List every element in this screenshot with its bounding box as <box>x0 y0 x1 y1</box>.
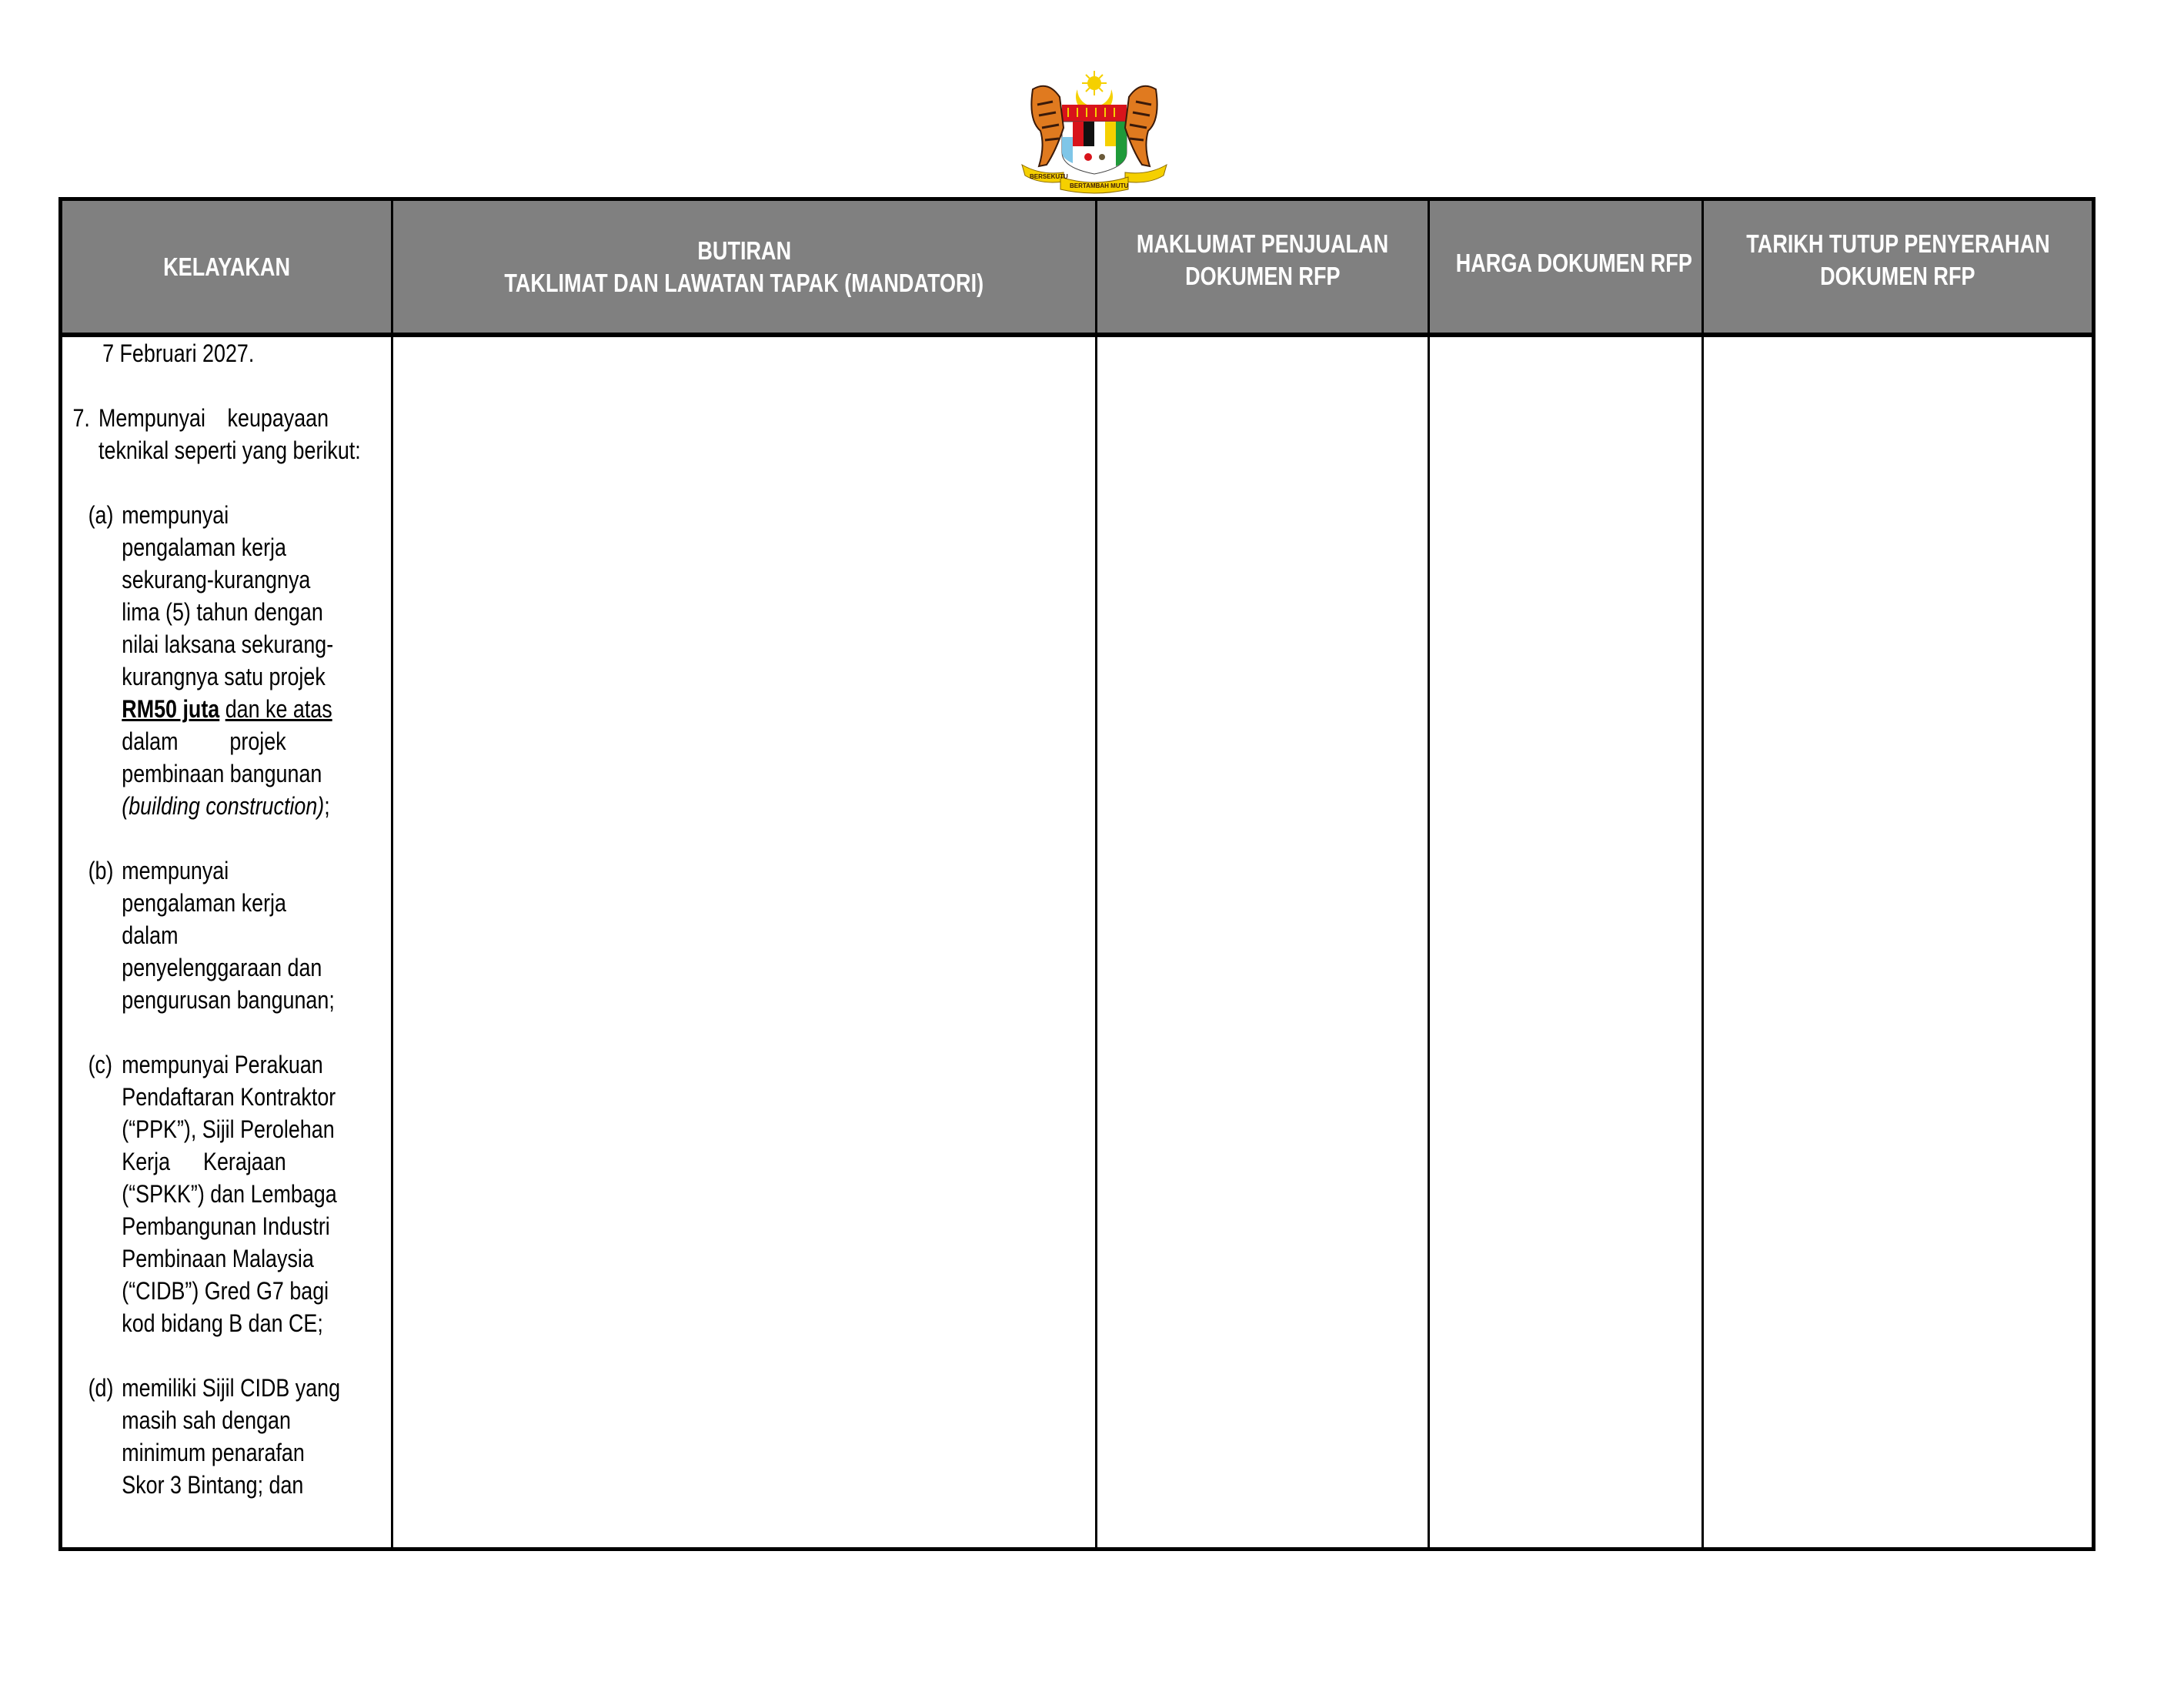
header-tarikh-tutup: TARIKH TUTUP PENYERAHAN DOKUMEN RFP <box>1703 199 2094 336</box>
cell-maklumat-penjualan <box>1097 335 1429 1550</box>
requirement-7b: (b) mempunyai pengalaman kerja dalam penyelenggaraan dan pengurusan bangunan; <box>62 854 334 1016</box>
cell-kelayakan <box>61 335 392 1550</box>
svg-text:BERTAMBAH MUTU: BERTAMBAH MUTU <box>1070 182 1129 189</box>
svg-text:BERSEKUTU: BERSEKUTU <box>1030 173 1068 180</box>
cell-butiran <box>392 335 1097 1550</box>
requirement-item-7: 7. Mempunyai keupayaan teknikal seperti yang berikut: <box>62 402 334 466</box>
sub-label: (c) <box>88 1051 112 1078</box>
table-header-row <box>61 199 2094 336</box>
header-kelayakan: KELAYAKAN <box>61 199 392 336</box>
cell-harga-dokumen <box>1429 335 1703 1550</box>
requirement-7d: (d) memiliki Sijil CIDB yang masih sah dengan minimum penarafan Skor 3 Bintang; dan <box>62 1372 334 1501</box>
cell-tarikh-tutup <box>1703 335 2094 1550</box>
requirement-7c: (c) mempunyai Perakuan Pendaftaran Kontraktor (“PPK”), Sijil Perolehan Kerja Kerajaan (“SPKK”) dan Lembaga Pembangunan Industri Pembinaan Malaysia (“CIDB”) Gred G7 bagi kod bidang B dan CE; <box>62 1048 334 1339</box>
coat-of-arms-logo <box>1017 66 1171 194</box>
value-threshold-line: RM50 juta dan ke atas <box>122 695 332 723</box>
sub-label: (a) <box>88 501 114 529</box>
sub-label: (b) <box>88 857 114 884</box>
header-butiran: BUTIRAN TAKLIMAT DAN LAWATAN TAPAK (MANDATORI) <box>392 199 1097 336</box>
sub-label: (d) <box>88 1374 114 1402</box>
header-maklumat-penjualan: MAKLUMAT PENJUALAN DOKUMEN RFP <box>1097 199 1429 336</box>
item-number: 7. <box>72 404 90 432</box>
jata-negara-icon <box>1017 66 1171 194</box>
requirement-7a: (a) mempunyai pengalaman kerja sekurang-kurangnya lima (5) tahun dengan nilai laksana sekurang- kurangnya satu projek RM50 juta dan ke atas dalam projek pembinaan bangunan (building construction); <box>62 499 334 822</box>
header-harga-dokumen: HARGA DOKUMEN RFP <box>1429 199 1703 336</box>
tender-info-table <box>58 197 2096 1551</box>
date-line: 7 Februari 2027. <box>102 339 255 367</box>
table-row <box>61 335 2094 1550</box>
